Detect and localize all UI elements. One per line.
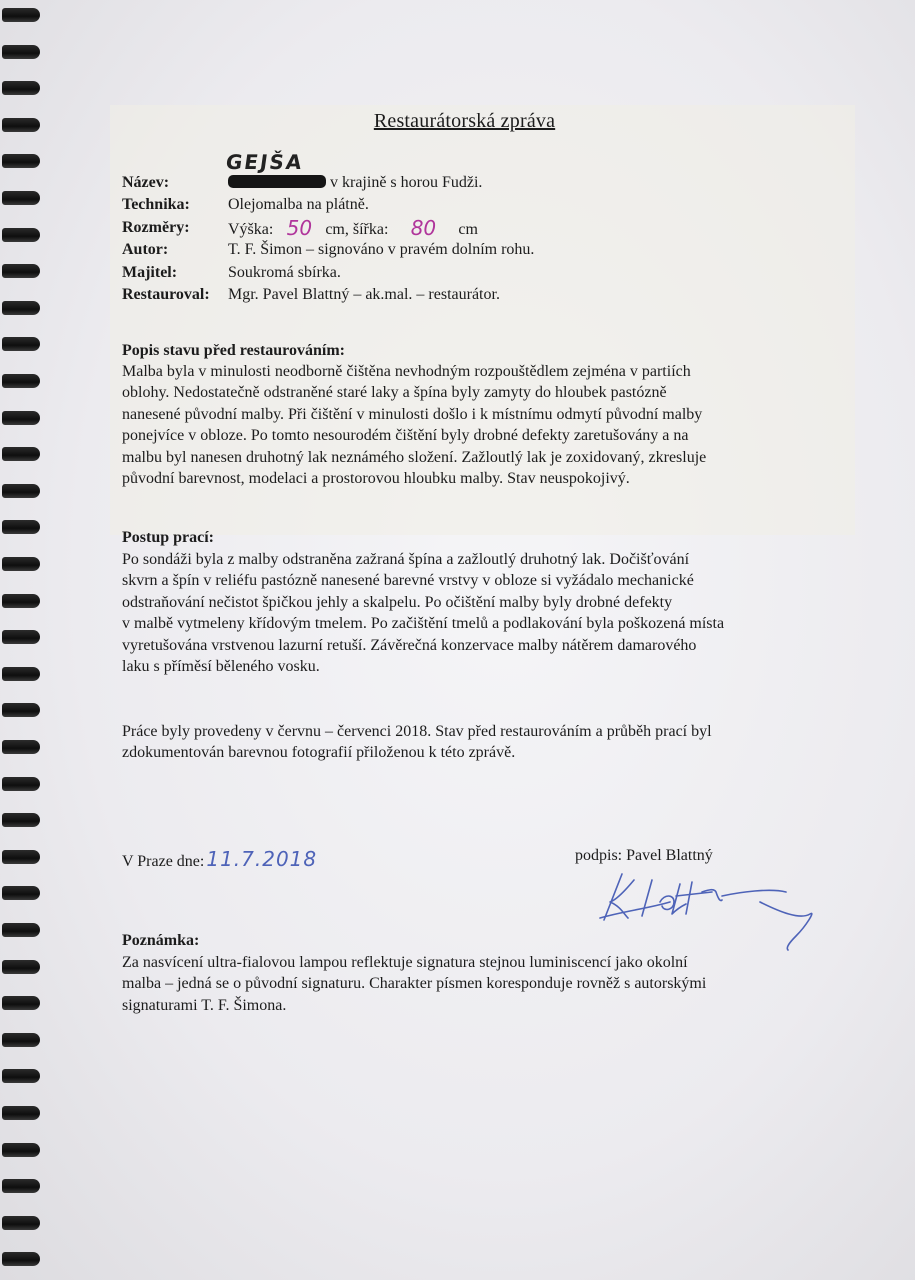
field-dimensions: Rozměry: Výška: 50 cm, šířka: 80 cm bbox=[122, 215, 478, 240]
artwork-details bbox=[122, 172, 534, 306]
spiral-binding bbox=[0, 0, 44, 1280]
binding-ring bbox=[2, 813, 40, 827]
binding-ring bbox=[2, 923, 40, 937]
field-author: Autor: T. F. Šimon – signováno v pravém dolním rohu. bbox=[122, 241, 535, 259]
binding-ring bbox=[2, 191, 40, 205]
binding-ring bbox=[2, 1106, 40, 1120]
binding-ring bbox=[2, 411, 40, 425]
field-owner: Majitel: Soukromá sbírka. bbox=[122, 263, 341, 281]
binding-ring bbox=[2, 154, 40, 168]
binding-ring bbox=[2, 484, 40, 498]
binding-ring bbox=[2, 1216, 40, 1230]
note-paragraph: Za nasvícení ultra-fialovou lampou reflektuje signatura stejnou luminiscencí jako okolní malba – jedná se o původní signaturu. Charakter písmen koresponduje rovněž s autorskými signaturami T. F. Šimona. bbox=[122, 954, 707, 1014]
binding-ring bbox=[2, 777, 40, 791]
condition-paragraph: Malba byla v minulosti neodborně čištěna nevhodným rozpouštědlem zejména v partiích oblohy. Nedostatečně odstraněné staré laky a špína byly zamyty do hloubek pastózně nanesené původní malby. Při čištění v minulosti došlo i k místnímu odmytí původní malby ponejvíce v obloze. Po tomto nesourodém čištění byly drobné defekty zaretušovány a na malbu byl nanesen druhotný lak neznámého složení. Zažloutlý lak je zoxidovaný, zkresluje původní barevnost, modelaci a prostorovou hloubku malby. Stav neuspokojivý. bbox=[122, 363, 707, 487]
note-heading: Poznámka: bbox=[122, 932, 200, 949]
binding-ring bbox=[2, 1143, 40, 1157]
binding-ring bbox=[2, 594, 40, 608]
binding-ring bbox=[2, 996, 40, 1010]
handwritten-date: 11.7.2018 bbox=[206, 847, 318, 871]
field-technique: Technika: Olejomalba na plátně. bbox=[122, 196, 369, 214]
binding-ring bbox=[2, 1252, 40, 1266]
binding-ring bbox=[2, 447, 40, 461]
binding-ring bbox=[2, 81, 40, 95]
handwritten-signature bbox=[590, 862, 820, 952]
binding-ring bbox=[2, 228, 40, 242]
binding-ring bbox=[2, 264, 40, 278]
place-date: V Praze dne: 11.7.2018 bbox=[122, 847, 318, 871]
binding-ring bbox=[2, 8, 40, 22]
binding-ring bbox=[2, 45, 40, 59]
documentation-paragraph: Práce byly provedeny v červnu – červenci 2018. Stav před restaurováním a průběh prací byl zdokumentován barevnou fotografií přiloženou k této zprávě. bbox=[122, 723, 712, 762]
binding-ring bbox=[2, 337, 40, 351]
report-title: Restaurátorská zpráva bbox=[373, 110, 556, 132]
binding-ring bbox=[2, 374, 40, 388]
condition-heading: Popis stavu před restaurováním: bbox=[122, 342, 345, 359]
binding-ring bbox=[2, 960, 40, 974]
binding-ring bbox=[2, 740, 40, 754]
field-name: Název: v krajině s horou Fudži. bbox=[122, 174, 483, 191]
handwritten-width: 80 bbox=[410, 215, 437, 240]
binding-ring bbox=[2, 520, 40, 534]
handwritten-height: 50 bbox=[286, 215, 313, 240]
binding-ring bbox=[2, 703, 40, 717]
binding-ring bbox=[2, 1033, 40, 1047]
binding-ring bbox=[2, 850, 40, 864]
field-restorer: Restauroval: Mgr. Pavel Blattný – ak.mal. – restaurátor. bbox=[122, 285, 500, 303]
procedure-paragraph: Po sondáži byla z malby odstraněna zažraná špína a zažloutlý druhotný lak. Dočišťování skvrn a špín v reliéfu pastózně nanesené barevné vrstvy v obloze si vyžádalo mechanické odstraňování nečistot špičkou jehly a skalpelu. Po očištění malby byly drobné defekty v malbě vytmeleny křídovým tmelem. Po začištění tmelů a podlakování byla poškozená místa vyretušována vrstvenou lazurní retuší. Závěrečná konzervace malby nátěrem damarového laku s příměsí běleného vosku. bbox=[122, 551, 725, 675]
binding-ring bbox=[2, 886, 40, 900]
binding-ring bbox=[2, 1069, 40, 1083]
binding-ring bbox=[2, 630, 40, 644]
binding-ring bbox=[2, 1179, 40, 1193]
binding-ring bbox=[2, 667, 40, 681]
binding-ring bbox=[2, 301, 40, 315]
binding-ring bbox=[2, 557, 40, 571]
redaction-mark bbox=[228, 175, 326, 188]
procedure-heading: Postup prací: bbox=[122, 529, 214, 546]
handwritten-title-word: GEJŠA bbox=[224, 150, 306, 174]
signature-label: podpis: Pavel Blattný bbox=[575, 847, 713, 864]
